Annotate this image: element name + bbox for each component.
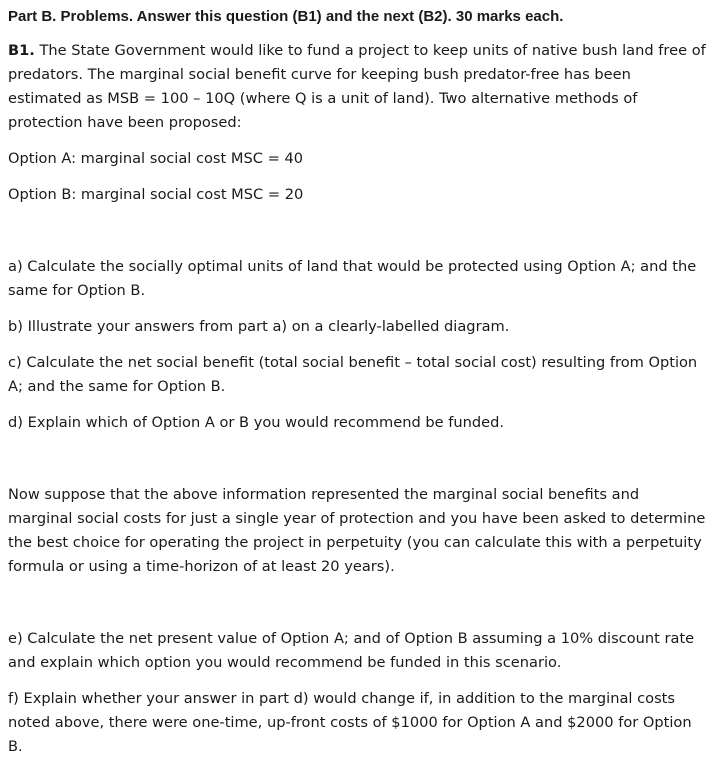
question-e: e) Calculate the net present value of Option A; and of Option B assuming a 10% discount rate and explain which option you would recommend be funded in this scenario. — [8, 630, 695, 671]
question-a: a) Calculate the socially optimal units of land that would be protected using Option A; and the same for Option B. — [8, 258, 697, 299]
question-d: d) Explain which of Option A or B you would recommend be funded. — [8, 414, 505, 431]
question-b: b) Illustrate your answers from part a) on a clearly-labelled diagram. — [8, 318, 510, 335]
question-f: f) Explain whether your answer in part d) would change if, in addition to the marginal costs noted above, there were one-time, up-front costs of $1000 for Option A and $2000 for Option B. — [8, 690, 692, 755]
scenario-paragraph: Now suppose that the above information represented the marginal social benefits and marginal social costs for just a single year of protection and you have been asked to determine the best choice for operating the project in perpetuity (you can calculate this with a perpetuity formula or using a time-horizon of at least 20 years). — [8, 486, 706, 575]
question-c: c) Calculate the net social benefit (total social benefit – total social cost) resulting from Option A; and the same for Option B. — [8, 354, 698, 395]
b1-intro-paragraph — [8, 39, 708, 135]
option-a-text: Option A: marginal social cost MSC = 40 — [8, 150, 304, 167]
b1-label: B1. — [8, 42, 35, 59]
section-heading: Part B. Problems. Answer this question (B1) and the next (B2). 30 marks each. — [8, 8, 564, 25]
option-b-text: Option B: marginal social cost MSC = 20 — [8, 186, 304, 203]
b1-intro-text: The State Government would like to fund a project to keep units of native bush land free of predators. The marginal social benefit curve for keeping bush predator-free has been estimated as MSB = 100 – 10Q (where Q is a unit of land). Two alternative methods of protection have been proposed: — [8, 42, 706, 131]
